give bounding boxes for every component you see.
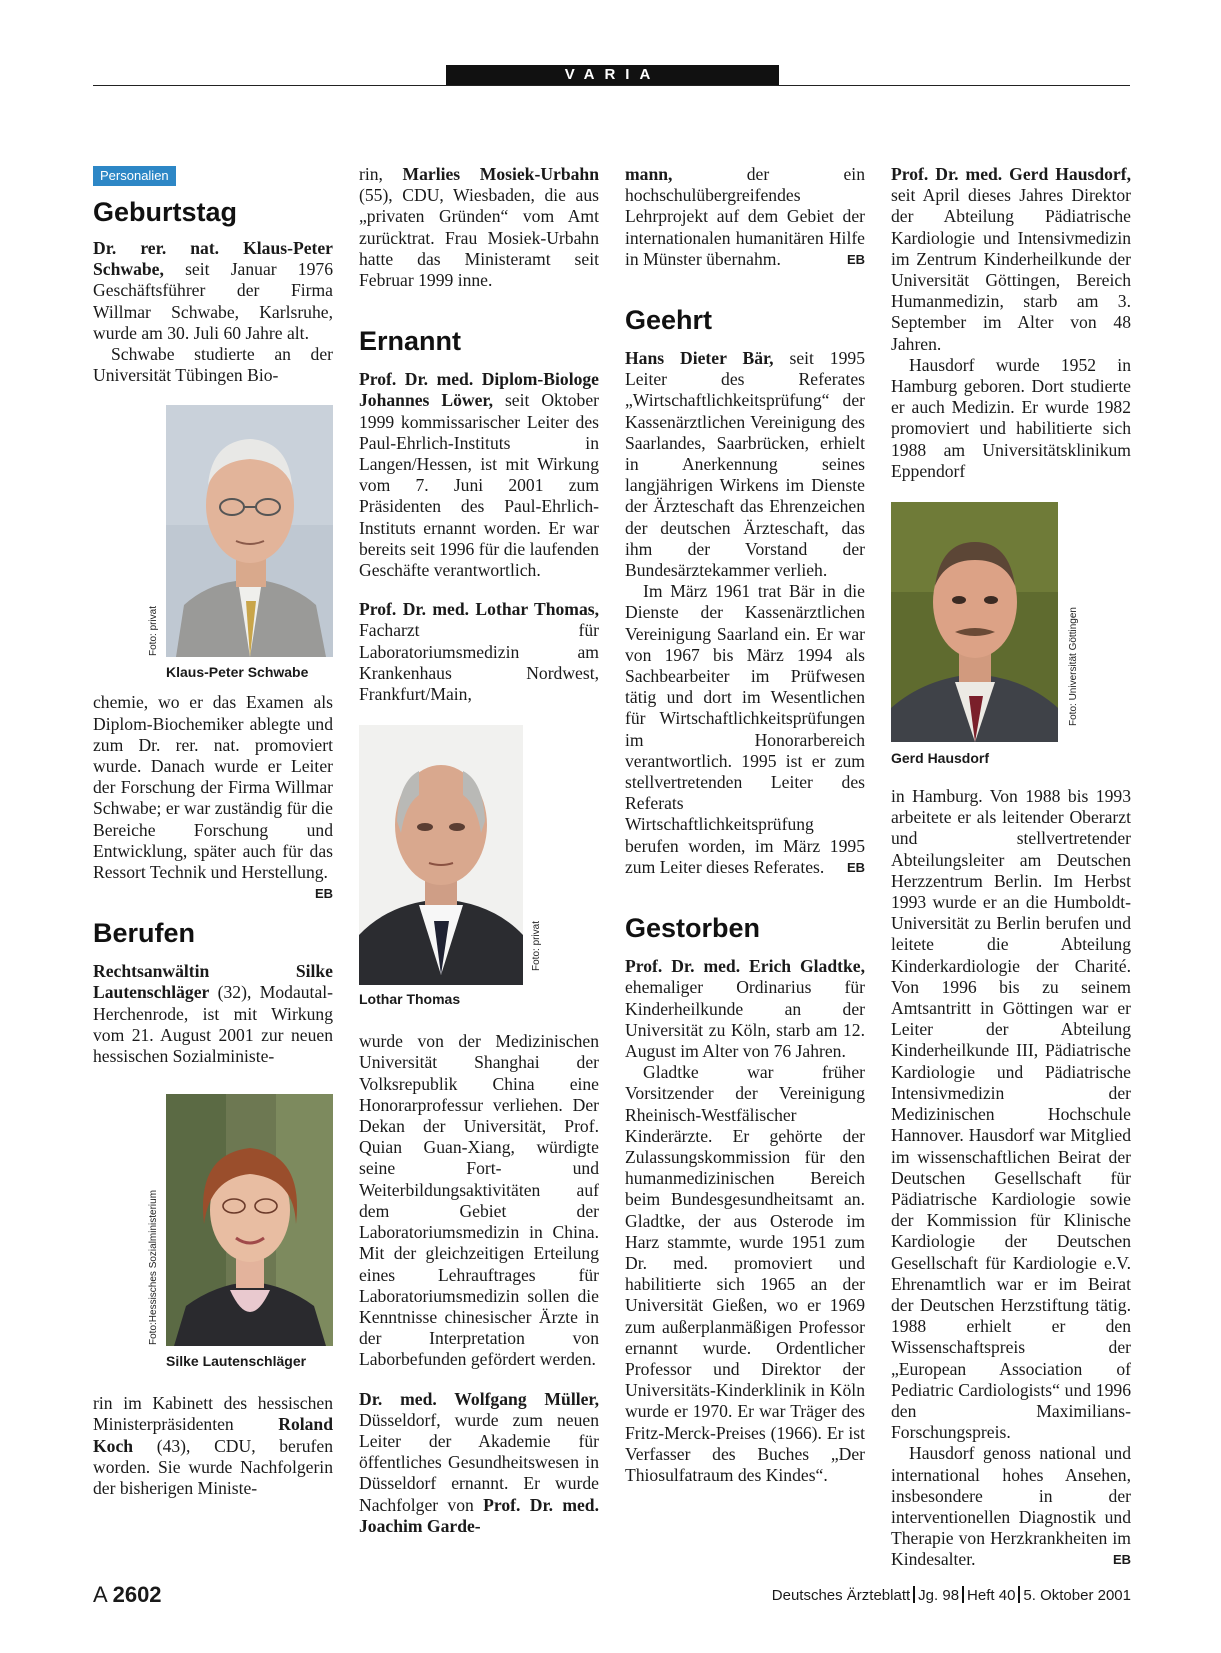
heading-gestorben: Gestorben [625,913,761,944]
photo-thomas [359,705,599,1025]
person-name: Prof. Dr. med. Gerd Hausdorf, [891,164,1131,184]
paragraph: wurde von der Medizinischen Universität Shanghai der Volksrepublik China eine Honorarprofessur verliehen. Der Dekan der Universität, Prof. Quian Guan-Xiang, würdigte seine Fort- und Weiterbildungsaktivitäten auf dem Gebiet der Laboratoriumsmedizin in China. Mit der gleichzeitigen Erteilung eines Lehrauftrages für Laboratoriumsmedizin sollen die Kenntnisse chinesischer Ärzte in der Interpretation von Laborbefunden gefördert werden. [359,1031,599,1370]
heading-ernannt: Ernannt [359,326,462,357]
portrait-image [891,502,1058,742]
heading-geburtstag: Geburtstag [93,197,238,227]
page-number: A 2602 [93,1582,162,1607]
photo-credit: Foto: privat [531,921,542,972]
author-initials: EB [314,886,333,902]
volume: Jg. 98 [918,1587,960,1604]
heading-berufen: Berufen [93,918,196,949]
person-name: Rechtsanwältin Silke Lautenschläger [93,961,333,1003]
person-name: Dr. med. Wolfgang Müller, [359,1388,599,1409]
photo-caption: Gerd Hausdorf [891,750,990,767]
paragraph: Prof. Dr. med. Diplom-Biologe Johannes Löwer, seit Oktober 1999 kommissarischer Leiter des Paul-Ehrlich-Instituts in Langen/Hessen, ist mit Wirkung vom 7. Juni 2001 zum Präsidenten des Paul-Ehrlich-Instituts ernannt worden. Er war bereits seit 1996 für die laufenden Geschäfte verantwortlich. [359,369,599,581]
person-name: Prof. Dr. med. Joachim Garde- [359,1494,599,1536]
journal-name: Deutsches Ärzteblatt [771,1587,911,1604]
paragraph: in Hamburg. Von 1988 bis 1993 arbeitete er als leitender Oberarzt und stellvertretender Abteilungsleiter am Deutschen Herzzentrum Berlin. Im Herbst 1993 wurde er an die Humboldt-Universität zu Berlin berufen und leitete die Abteilung Kinderkardiologie der Charité. Von 1996 bis zu seinem Amtsantritt in Göttingen war er Leiter der Abteilung Kinderheilkunde III, Pädiatrische Kardiologie und Pädiatrische Intensivmedizin der Medizinischen Hochschule Hannover. Hausdorf war Mitglied im wissenschaftlichen Beirat der Deutschen Gesellschaft für Pädiatrische Kardiologie sowie der Kommission für Klinische Kardiologie der Deutschen Gesellschaft für Kardiologie e.V. Ehrenamtlich war er im Beirat der Deutschen Herzstiftung tätig. 1988 erhielt er den Wissenschaftspreis der „European Association of Pediatric Cardiologists“ und 1996 den Maximilians-Forschungspreis. [891,786,1131,1443]
paragraph: Im März 1961 trat Bär in die Dienste der Kassenärztlichen Vereinigung Saarland ein. Er war von 1967 bis März 1994 als Sachbearbeiter im Prüfwesen tätig und dort im Wesentlichen für Wirtschaftlichkeitsprüfungen im Honorarbereich verantwortlich. 1995 ist er zum stellvertretenden Leiter des Referats Wirtschaftlichkeitsprüfung berufen worden, im März 1995 zum Leiter dieses Referates. EB [625,581,865,877]
person-name: Prof. Dr. med. Lothar Thomas, [359,599,599,620]
column-1 [93,164,333,1499]
issue: Heft 40 [967,1587,1016,1604]
person-name: Prof. Dr. med. Erich Gladtke, [625,956,865,977]
person-name: Marlies Mosiek-Urbahn [402,164,599,184]
category-tag: Personalien [93,166,176,186]
paragraph: rin im Kabinett des hessischen Ministerpräsidenten Roland Koch (43), CDU, berufen worden. Sie wurde Nachfolgerin der bisherigen Ministe- [93,1393,333,1499]
photo-credit: Foto: privat [148,606,159,657]
section-header: VARIA [446,65,779,85]
journal-info [772,1586,1131,1604]
person-name: Dr. rer. nat. Klaus-Peter Schwabe, [93,238,333,280]
photo-schwabe [93,386,333,680]
paragraph: Hans Dieter Bär, seit 1995 Leiter des Referates „Wirtschaftlichkeitsprüfung“ der Kassenärztlichen Vereinigung des Saarlandes, Saarbrücken, erhielt in Anerkennung seines langjährigen Wirkens im Dienste der Ärzteschaft das Ehrenzeichen der deutschen Ärzteschaft, das ihm der Vorstand der Bundesärztekammer verlieh. [625,348,865,581]
photo-credit: Foto: Universität Göttingen [1068,607,1079,727]
photo-caption: Silke Lautenschläger [166,1353,307,1370]
date: 5. Oktober 2001 [1023,1587,1131,1604]
column-4 [891,164,1131,1571]
photo-caption: Lothar Thomas [359,991,461,1008]
photo-caption: Klaus-Peter Schwabe [166,664,309,681]
paragraph: Prof. Dr. med. Gerd Hausdorf, seit April dieses Jahres Direktor der Abteilung Pädiatrische Kardiologie und Intensivmedizin im Zentrum Kinderheilkunde der Universität Göttingen, Bereich Humanmedizin, starb am 3. September im Alter von 48 Jahren. [891,164,1131,354]
paragraph: Prof. Dr. med. Lothar Thomas, Facharzt für Laboratoriumsmedizin am Krankenhaus Nordwest, Frankfurt/Main, [359,599,599,705]
paragraph: Rechtsanwältin Silke Lautenschläger (32), Modautal-Herchenrode, ist mit Wirkung vom 21. August 2001 zur neuen hessischen Sozialministe- [93,961,333,1067]
author-initials: EB [846,251,865,267]
photo-hausdorf [891,482,1131,786]
person-name: Roland Koch [93,1414,333,1456]
column-3 [625,164,865,1486]
photo-credit: Foto:Hessisches Sozialministerium [148,1190,159,1346]
paragraph: Dr. rer. nat. Klaus-Peter Schwabe, seit Januar 1976 Geschäftsführer der Firma Willmar Schwabe, Karlsruhe, wurde am 30. Juli 60 Jahre alt. [93,238,333,343]
paragraph: Gladtke war früher Vorsitzender der Vereinigung Rheinisch-Westfälischer Kinderärzte. Er gehörte der Zulassungskommission für den humanmedizinischen Bereich beim Bundesgesundheitsamt an. Gladtke, der aus Osterode im Harz stammte, wurde 1951 zum Dr. med. promoviert und habilitierte sich 1965 an der Universität Gießen, wo er 1969 zum außerplanmäßigen Professor ernannt wurde. Ordentlicher Professor und Direktor der Universitäts-Kinderklinik in Köln wurde er 1970. Er war Träger des Fritz-Merck-Preises (1966). Er ist Verfasser des Buches „Der Thiosulfatraum des Kindes“. [625,1062,865,1485]
author-initials: EB [846,859,865,875]
author-initials: EB [1112,1552,1131,1568]
portrait-image [359,725,523,985]
person-name: Hans Dieter Bär, [625,348,774,369]
photo-lautenschlaeger [93,1067,333,1383]
portrait-image [166,1094,333,1346]
paragraph: rin, Marlies Mosiek-Urbahn (55), CDU, Wiesbaden, die aus „privaten Gründen“ vom Amt zurücktrat. Frau Mosiek-Urbahn hatte das Ministeramt seit Februar 1999 inne. [359,164,599,291]
separator [913,1586,915,1603]
paragraph: mann, der ein hochschulübergreifendes Lehrprojekt auf dem Gebiet der internationalen humanitären Hilfe in Münster übernahm. EB [625,164,865,269]
column-2 [359,164,599,1537]
header-rule [93,85,1130,86]
paragraph: Schwabe studierte an der Universität Tübingen Bio- [93,344,333,386]
separator [1018,1586,1020,1603]
paragraph: Dr. med. Wolfgang Müller, Düsseldorf, wurde zum neuen Leiter der Akademie für öffentliches Gesundheitswesen in Düsseldorf ernannt. Er wurde Nachfolger von Prof. Dr. med. Joachim Garde- [359,1388,599,1536]
paragraph: chemie, wo er das Examen als Diplom-Biochemiker ablegte und zum Dr. rer. nat. promoviert wurde. Danach wurde er Leiter der Forschung der Firma Willmar Schwabe; er war zuständig für die Bereiche Forschung und Entwicklung, später auch für das Ressort Technik und Herstellung. EB [93,692,333,883]
heading-geehrt: Geehrt [625,305,713,336]
paragraph: Hausdorf genoss national und international hohes Ansehen, insbesondere in der interventionellen Diagnostik und Therapie von Herzkrankheiten im Kindesalter. EB [891,1443,1131,1570]
separator [962,1586,964,1603]
person-name: Prof. Dr. med. Diplom-Biologe Johannes Löwer, [359,369,599,411]
person-name: mann, [625,164,673,184]
paragraph: Hausdorf wurde 1952 in Hamburg geboren. Dort studierte er auch Medizin. Er wurde 1982 promoviert und habilitierte sich 1988 am Universitätsklinikum Eppendorf [891,354,1131,481]
portrait-image [166,405,333,657]
paragraph: Prof. Dr. med. Erich Gladtke, ehemaliger Ordinarius für Kinderheilkunde an der Universität zu Köln, starb am 12. August im Alter von 76 Jahren. [625,956,865,1061]
